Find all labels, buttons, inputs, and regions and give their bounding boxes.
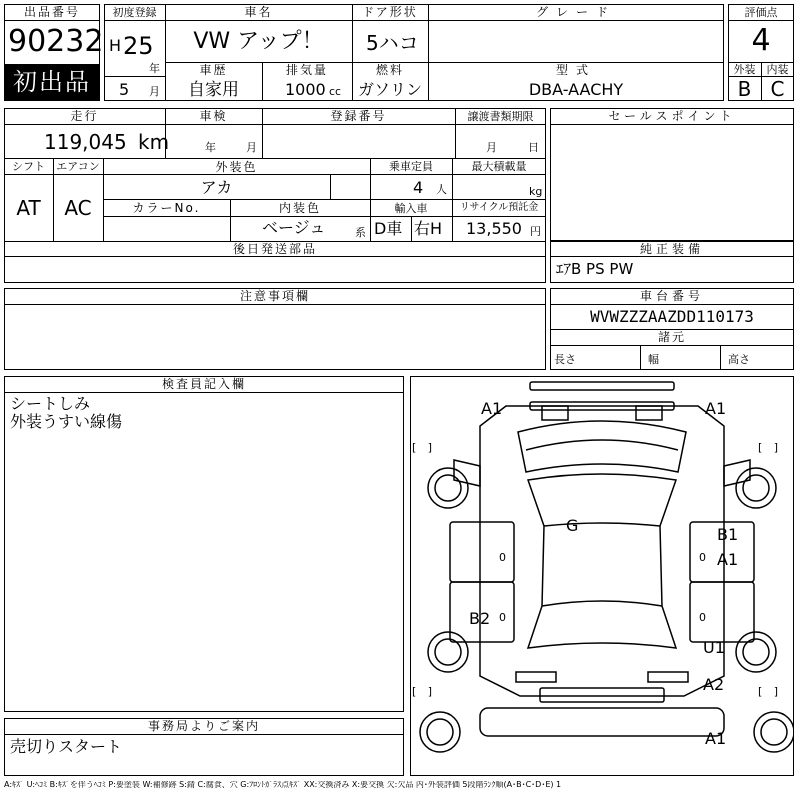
seats-label: 乗車定員 [389, 160, 433, 173]
later-parts-label: 後日発送部品 [232, 242, 317, 256]
height-label: 高さ [728, 353, 750, 366]
length-label: 長さ [554, 353, 576, 366]
bracket-bottom-left: [ ] [412, 685, 433, 698]
inspection-label: 車検 [199, 109, 228, 123]
transfer-day-unit: 日 [528, 141, 539, 154]
door-zero-lr: 0 [499, 611, 506, 624]
car-diagram [410, 376, 794, 776]
disp-value: 1000 [285, 80, 326, 99]
recycle-value: 13,550 [466, 219, 522, 238]
score-value: 4 [751, 23, 771, 58]
inspector-line-2: 外装うすい線傷 [10, 412, 123, 431]
history-value: 自家用 [188, 80, 239, 100]
lot-number: 90232 [8, 24, 104, 59]
legend-text: A:ｷｽﾞ U:ﾍｺﾐ B:ｷｽﾞを伴うﾍｺﾐ P:要塗装 W:補修跡 S:錆 C:腐食、穴 G:ﾌﾛﾝﾄｶﾞﾗｽ点ｷｽﾞ XX:交換済み X:要交換 欠:欠品 内･外装評価 5段階ﾗﾝｸ順(A･B･C･D･E) 1 [4, 781, 562, 789]
bracket-bottom-right: [ ] [758, 685, 779, 698]
color-label: 外装色 [215, 160, 258, 174]
int-label: 内装 [766, 63, 789, 76]
inspector-label: 検査員記入欄 [161, 377, 246, 391]
notes-label: 注意事項欄 [239, 289, 310, 303]
door-type: 5ハコ [366, 31, 419, 55]
chassis-number: WVWZZZAAZDD110173 [590, 307, 754, 326]
inspection-month-unit: 月 [246, 141, 257, 154]
rear-left-tire [428, 632, 468, 672]
import-label: 輸入車 [394, 202, 428, 215]
month-unit: 月 [149, 85, 160, 98]
intcolor-unit: 系 [355, 226, 366, 239]
car-name: VW アップ！ [193, 29, 324, 54]
year-unit: 年 [149, 62, 160, 75]
sales-point-label: セールスポイント [608, 109, 736, 123]
load-label: 最大積載量 [471, 160, 527, 173]
fuel-value: ガソリン [357, 80, 422, 99]
bracket-top-left: [ ] [412, 441, 433, 454]
spare-tire [420, 712, 460, 752]
intcolor-value: ベージュ [262, 218, 326, 237]
fuel-label: 燃料 [375, 63, 404, 77]
windshield [526, 440, 678, 450]
handle-value: 右H [414, 219, 443, 238]
shift-value: AT [16, 196, 41, 220]
front-left-tire [428, 468, 468, 508]
damage-mark-rear-bumper: A1 [705, 729, 727, 748]
equipment-label: 純正装備 [639, 242, 704, 256]
disp-unit: cc [329, 85, 342, 98]
mileage-label: 走行 [70, 109, 99, 123]
door-label: ドア形状 [362, 5, 418, 19]
rear-bumper [540, 688, 664, 702]
transfer-month-unit: 月 [486, 141, 497, 154]
damage-mark-right-front-door: B1 [717, 525, 739, 544]
disp-label: 排気量 [285, 63, 328, 77]
inspection-year-unit: 年 [205, 141, 216, 154]
width-label: 幅 [648, 353, 659, 366]
recycle-unit: 円 [530, 225, 541, 238]
regno-label: 登録番号 [330, 109, 387, 123]
color-value: アカ [200, 178, 233, 197]
seats-value: 4 [413, 178, 424, 197]
damage-mark-right-rear-fender: U1 [703, 638, 725, 657]
model-value: DBA-AACHY [528, 80, 624, 99]
inspector-line-1: シートしみ [10, 394, 91, 413]
damage-mark-right-front-door-2: A1 [717, 550, 739, 569]
first-listing-badge: 初出品 [5, 64, 99, 100]
load-unit: kg [529, 185, 543, 198]
damage-mark-right-quarter: A2 [703, 675, 725, 694]
ac-value: AC [64, 196, 92, 220]
bracket-top-right: [ ] [758, 441, 779, 454]
grade-label: グレード [535, 5, 616, 19]
office-label: 事務局よりご案内 [147, 719, 260, 733]
office-value: 売切りスタート [10, 737, 123, 756]
damage-mark-front-right: A1 [705, 399, 727, 418]
door-zero-rf: 0 [699, 551, 706, 564]
front-bumper-top [530, 382, 674, 390]
car-body-outline [480, 406, 724, 696]
recycle-label: リサイクル預託金 [459, 202, 539, 213]
first-reg-year: 25 [123, 32, 154, 60]
history-label: 車歴 [199, 63, 228, 77]
model-label: 型式 [555, 63, 596, 77]
import-value: D車 [374, 219, 403, 238]
transfer-label: 譲渡書類期限 [467, 110, 534, 123]
car-name-label: 車名 [244, 5, 273, 19]
colorno-label: カラーNo. [132, 201, 201, 215]
shift-label: シフト [12, 160, 45, 173]
dims-label: 諸元 [657, 330, 686, 344]
damage-mark-left-rear-door: B2 [469, 609, 491, 628]
score-label: 評価点 [744, 6, 778, 19]
first-reg-era: H [109, 36, 122, 55]
lot-label: 出品番号 [23, 5, 80, 19]
mileage-unit: km [138, 130, 170, 154]
ac-label: エアコン [56, 160, 100, 173]
door-zero-lf: 0 [499, 551, 506, 564]
damage-mark-windshield: G [566, 516, 579, 535]
mileage-value: 119,045 [44, 130, 127, 154]
door-zero-rr: 0 [699, 611, 706, 624]
first-reg-label: 初度登録 [112, 6, 157, 19]
intcolor-label: 内装色 [278, 201, 321, 215]
ext-label: 外装 [733, 63, 756, 76]
damage-mark-front-left: A1 [481, 399, 503, 418]
ext-grade: B [737, 77, 752, 101]
sales-point-box [550, 108, 794, 241]
roof [528, 474, 676, 648]
int-grade: C [770, 77, 785, 101]
first-reg-month: 5 [119, 80, 130, 99]
chassis-label: 車台番号 [639, 289, 704, 303]
front-right-tire [736, 468, 776, 508]
seats-unit: 人 [436, 183, 447, 196]
equipment-value: ｴｱB PS PW [556, 260, 634, 278]
rear-right-tire [736, 632, 776, 672]
